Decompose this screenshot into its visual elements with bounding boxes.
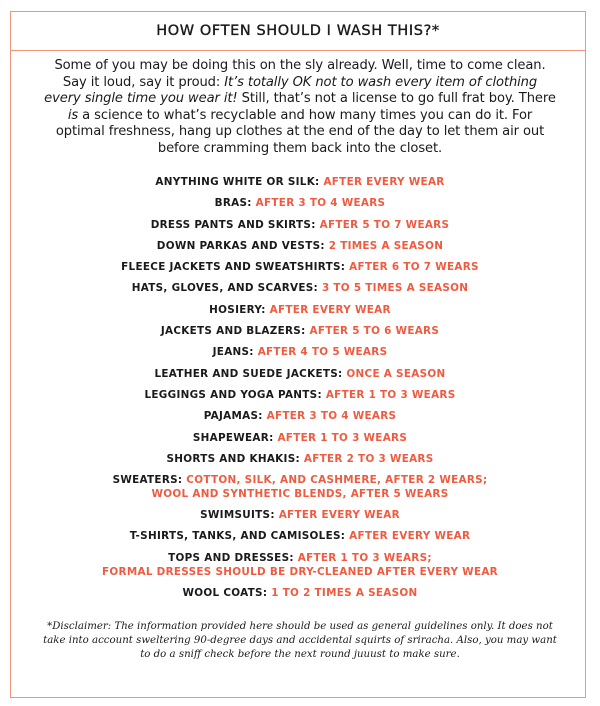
list-item — [0, 529, 600, 550]
item-label: FLEECE JACKETS AND SWEATSHIRTS: — [121, 261, 346, 274]
item-label: LEATHER AND SUEDE JACKETS: — [154, 367, 343, 380]
item-label: T-SHIRTS, TANKS, AND CAMISOLES: — [129, 530, 346, 543]
item-value: AFTER EVERY WEAR — [323, 176, 445, 188]
item-label: HATS, GLOVES, AND SCARVES: — [131, 282, 319, 295]
list-item — [0, 218, 600, 239]
item-label: HOSIERY: — [209, 303, 266, 316]
list-item — [0, 345, 600, 366]
intro-emphasis-1: It’s totally OK not to wash every item of clothing every single time you wear it! — [44, 74, 538, 107]
title-band — [11, 12, 585, 51]
wash-frequency-list — [0, 175, 600, 607]
list-item — [0, 409, 600, 430]
item-value: AFTER 1 TO 3 WEARS — [277, 431, 408, 444]
item-value: AFTER 1 TO 3 WEARS — [325, 388, 456, 401]
item-label: BRAS: — [214, 197, 252, 210]
item-label: TOPS AND DRESSES: — [168, 551, 294, 564]
item-label: WOOL COATS: — [182, 586, 268, 599]
item-value: AFTER 4 TO 5 WEARS — [257, 346, 388, 359]
list-item — [0, 281, 600, 302]
list-item — [0, 586, 600, 607]
intro-text-2: Still, that’s not a license to go full frat boy. There — [237, 91, 556, 107]
item-label: LEGGINGS AND YOGA PANTS: — [144, 388, 322, 401]
item-value: AFTER 3 TO 4 WEARS — [266, 410, 397, 423]
list-item — [0, 239, 600, 260]
disclaimer: *Disclaimer: The information provided here should be used as general guidelines only. It does not take into account sweltering 90-degree days and accidental squirts of sriracha. Also, you may want to do a sniff check before the next round juuust to make sure. — [43, 621, 557, 660]
item-value: AFTER EVERY WEAR — [349, 530, 471, 543]
list-item — [0, 452, 600, 473]
intro-paragraph — [44, 58, 556, 158]
list-item — [0, 303, 600, 324]
item-value: COTTON, SILK, AND CASHMERE, AFTER 2 WEARS; — [186, 474, 488, 487]
list-item — [0, 508, 600, 529]
item-value-2: WOOL AND SYNTHETIC BLENDS, AFTER 5 WEARS — [151, 488, 449, 501]
intro-emphasis-2: is — [67, 107, 79, 123]
intro-text-1: Some of you may be doing this on the sly already. Well, time to come clean. Say it loud, say it proud: — [54, 58, 546, 90]
intro-text-3: a science to what’s recyclable and how many times you can do it. For optimal freshness, hang up clothes at the end of the day to let them air out before cramming them back into the closet. — [55, 107, 545, 156]
item-value: AFTER 6 TO 7 WEARS — [349, 261, 479, 274]
list-item — [0, 196, 600, 217]
item-value: AFTER 2 TO 3 WEARS — [303, 452, 434, 465]
item-value: AFTER 3 TO 4 WEARS — [255, 197, 386, 210]
item-value: AFTER EVERY WEAR — [269, 303, 391, 316]
item-label: JACKETS AND BLAZERS: — [160, 325, 306, 338]
item-value: AFTER 1 TO 3 WEARS; — [297, 551, 432, 564]
page-title: HOW OFTEN SHOULD I WASH THIS?* — [156, 23, 440, 39]
list-item — [0, 473, 600, 508]
list-item — [0, 367, 600, 388]
list-item — [0, 175, 600, 196]
item-label: PAJAMAS: — [203, 410, 263, 423]
item-label: SWIMSUITS: — [200, 509, 275, 522]
item-label: ANYTHING WHITE OR SILK: — [155, 176, 320, 188]
item-label: JEANS: — [212, 346, 254, 359]
item-value: 2 TIMES A SEASON — [328, 239, 444, 252]
item-value: 1 TO 2 TIMES A SEASON — [271, 586, 418, 599]
list-item — [0, 388, 600, 409]
item-value: AFTER 5 TO 7 WEARS — [319, 218, 450, 231]
item-value: AFTER 5 TO 6 WEARS — [309, 325, 440, 338]
item-label: DOWN PARKAS AND VESTS: — [156, 239, 325, 252]
item-value: AFTER EVERY WEAR — [278, 509, 400, 522]
item-label: SHAPEWEAR: — [192, 431, 274, 444]
item-value: ONCE A SEASON — [346, 367, 446, 380]
item-label: SHORTS AND KHAKIS: — [166, 452, 300, 465]
list-item — [0, 324, 600, 345]
list-item — [0, 551, 600, 586]
list-item — [0, 431, 600, 452]
item-label: SWEATERS: — [112, 474, 183, 487]
item-value-2: FORMAL DRESSES SHOULD BE DRY-CLEANED AFTER EVERY WEAR — [102, 565, 498, 578]
item-value: 3 TO 5 TIMES A SEASON — [321, 282, 469, 295]
item-label: DRESS PANTS AND SKIRTS: — [150, 218, 316, 231]
list-item — [0, 260, 600, 281]
